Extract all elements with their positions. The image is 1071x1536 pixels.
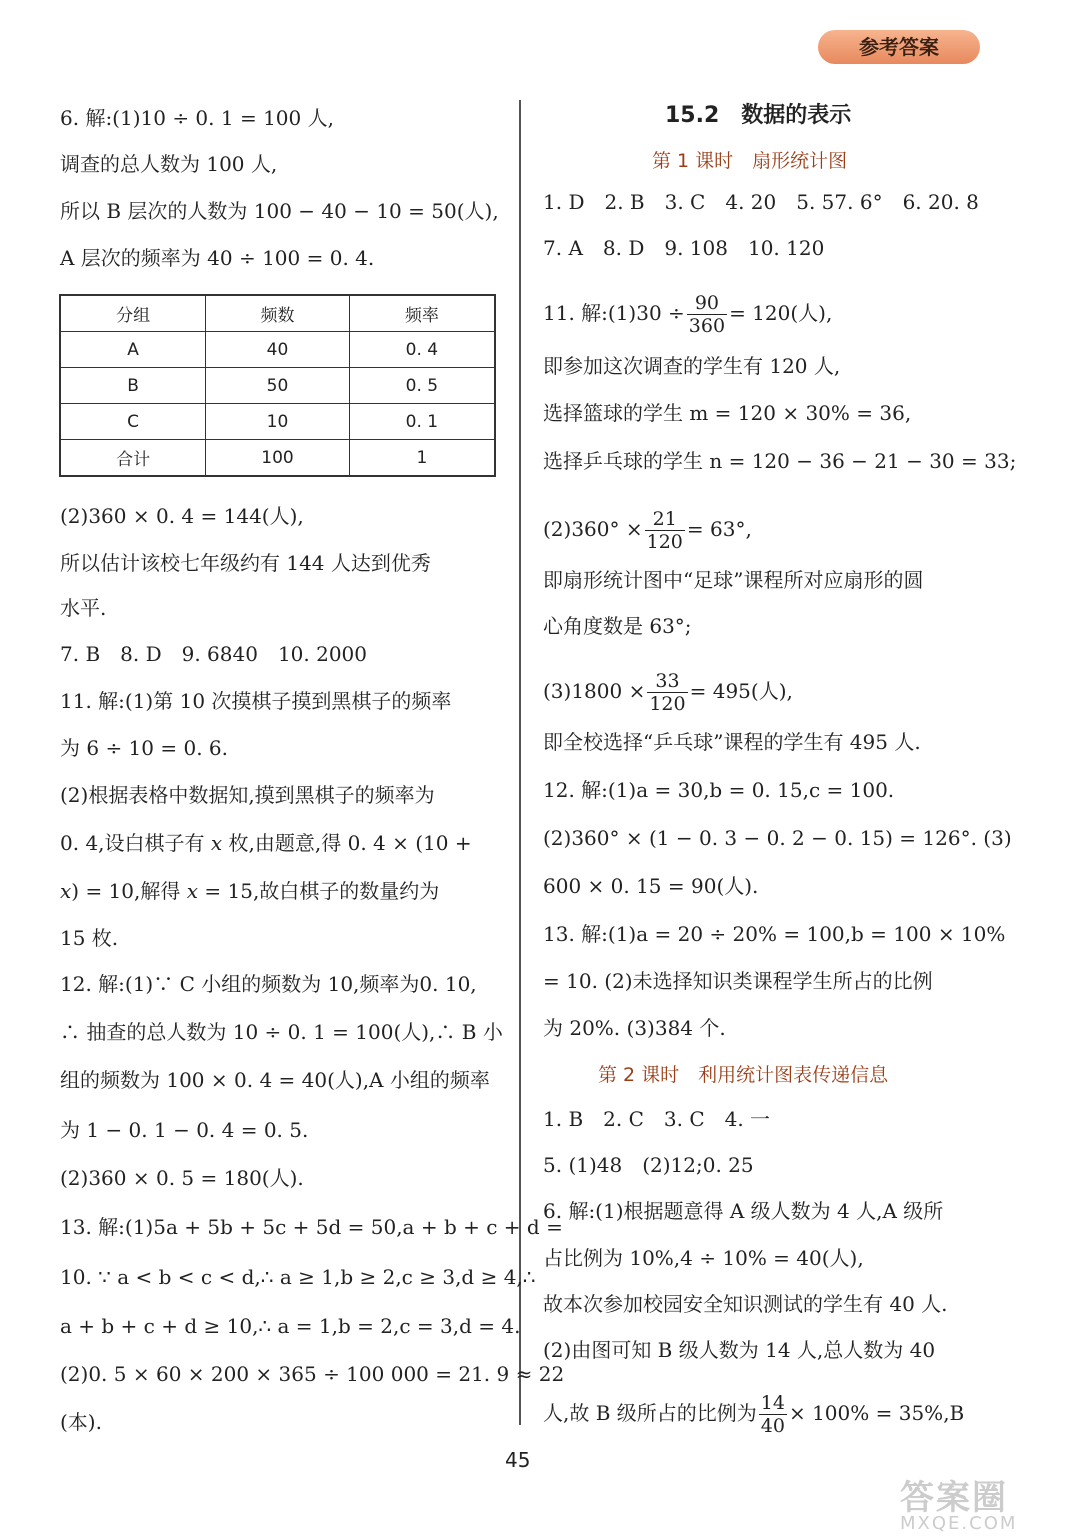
- section-title: 15.2 数据的表示: [665, 103, 852, 128]
- left-line-24: (本).: [60, 1410, 102, 1434]
- variable-x: x: [60, 879, 72, 903]
- left-line-13: [60, 877, 439, 905]
- fraction-14-40: [759, 1392, 787, 1437]
- text-run: (2)360° ×: [543, 517, 643, 541]
- right-line-12: 12. 解:(1)a = 30,b = 0. 15,c = 100.: [543, 778, 895, 802]
- left-line-15: 12. 解:(1)∵ C 小组的频数为 10,频率为0. 10,: [60, 972, 477, 996]
- right-line-17: 为 20%. (3)384 个.: [543, 1016, 726, 1040]
- right-line-1: 1. D 2. B 3. C 4. 20 5. 57. 6° 6. 20. 8: [543, 190, 979, 214]
- table-cell: A: [60, 332, 206, 368]
- text-run: = 15,故白棋子的数量约为: [198, 879, 440, 903]
- text-run: 11. 解:(1)30 ÷: [543, 301, 685, 325]
- table-header-cell: 分组: [60, 295, 206, 332]
- watermark-top-text: 答案圈: [900, 1478, 1008, 1518]
- fraction-denominator: 360: [688, 315, 726, 337]
- left-line-23: (2)0. 5 × 60 × 200 × 365 ÷ 100 000 = 21. 9 ≈ 22: [60, 1362, 565, 1386]
- table-cell: 0. 1: [349, 404, 495, 440]
- fraction-33-120: [647, 670, 687, 715]
- table-cell: 40: [206, 332, 350, 368]
- table-cell: 1: [349, 440, 495, 477]
- table-header-cell: 频率: [349, 295, 495, 332]
- table-cell: 100: [206, 440, 350, 477]
- right-line-6: 选择乒乓球的学生 n = 120 − 36 − 21 − 30 = 33;: [543, 449, 1017, 473]
- text-run: (3)1800 ×: [543, 679, 646, 703]
- left-line-3: 所以 B 层次的人数为 100 − 40 − 10 = 50(人),: [60, 199, 499, 223]
- left-line-7: 水平.: [60, 596, 107, 620]
- left-line-6: 所以估计该校七年级约有 144 人达到优秀: [60, 551, 431, 575]
- right-line-7: [543, 508, 752, 553]
- text-run: 0. 4,设白棋子有: [60, 831, 211, 855]
- table-cell: B: [60, 368, 206, 404]
- table-header-row: [60, 295, 495, 332]
- variable-x: x: [186, 879, 199, 903]
- right-line-4: 即参加这次调查的学生有 120 人,: [543, 354, 841, 378]
- text-run: 人,故 B 级所占的比例为: [543, 1401, 757, 1425]
- table-cell: 50: [206, 368, 350, 404]
- right-line-19: 5. (1)48 (2)12;0. 25: [543, 1153, 754, 1177]
- variable-x: x: [210, 831, 223, 855]
- left-line-9: 11. 解:(1)第 10 次摸棋子摸到黑棋子的频率: [60, 689, 452, 713]
- fraction-numerator: 90: [687, 292, 727, 315]
- text-run: = 63°,: [686, 517, 752, 541]
- lesson-1-heading: 第 1 课时 扇形统计图: [652, 150, 848, 172]
- fraction-numerator: 14: [760, 1392, 785, 1414]
- fraction-denominator: 120: [646, 531, 683, 553]
- right-line-22: 故本次参加校园安全知识测试的学生有 40 人.: [543, 1292, 948, 1316]
- watermark-logo: [900, 1470, 1065, 1532]
- left-line-18: 为 1 − 0. 1 − 0. 4 = 0. 5.: [60, 1118, 309, 1142]
- table-row: [60, 368, 495, 404]
- right-line-23: (2)由图可知 B 级人数为 14 人,总人数为 40: [543, 1338, 936, 1362]
- left-line-5: (2)360 × 0. 4 = 144(人),: [60, 504, 304, 528]
- left-line-12: [60, 829, 472, 857]
- table-cell: 0. 5: [349, 368, 495, 404]
- left-line-20: 13. 解:(1)5a + 5b + 5c + 5d = 50,a + b + c + d =: [60, 1215, 563, 1239]
- table-cell: 合计: [60, 440, 206, 477]
- left-line-17: 组的频数为 100 × 0. 4 = 40(人),A 小组的频率: [60, 1068, 490, 1092]
- right-line-3: [543, 292, 832, 337]
- table-row: [60, 404, 495, 440]
- text-run: 枚,由题意,得 0. 4 × (10 +: [222, 831, 472, 855]
- right-line-5: 选择篮球的学生 m = 120 × 30% = 36,: [543, 401, 912, 425]
- watermark-bottom-text: MXQE.COM: [900, 1513, 1018, 1534]
- right-line-13: (2)360° × (1 − 0. 3 − 0. 2 − 0. 15) = 126°. (3): [543, 826, 1012, 850]
- left-line-2: 调查的总人数为 100 人,: [60, 152, 278, 176]
- right-line-8: 即扇形统计图中“足球”课程所对应扇形的圆: [543, 568, 924, 592]
- text-run: = 120(人),: [729, 301, 833, 325]
- answer-key-tag: 参考答案: [818, 30, 980, 64]
- left-line-4: A 层次的频率为 40 ÷ 100 = 0. 4.: [60, 246, 375, 270]
- right-line-16: = 10. (2)未选择知识类课程学生所占的比例: [543, 969, 933, 993]
- left-line-22: a + b + c + d ≥ 10,∴ a = 1,b = 2,c = 3,d = 4.: [60, 1314, 521, 1338]
- text-run: = 495(人),: [689, 679, 793, 703]
- text-run: × 100% = 35%,B: [788, 1401, 965, 1425]
- text-run: ) = 10,解得: [71, 879, 187, 903]
- left-line-14: 15 枚.: [60, 926, 119, 950]
- table-row: [60, 332, 495, 368]
- page-number: 45: [505, 1448, 531, 1472]
- fraction-90-360: [687, 292, 727, 337]
- right-line-21: 占比例为 10%,4 ÷ 10% = 40(人),: [543, 1246, 864, 1270]
- table-cell: 0. 4: [349, 332, 495, 368]
- fraction-21-120: [645, 508, 685, 553]
- table-cell: 10: [206, 404, 350, 440]
- left-line-10: 为 6 ÷ 10 = 0. 6.: [60, 736, 228, 760]
- fraction-denominator: 120: [649, 693, 686, 715]
- right-line-9: 心角度数是 63°;: [543, 614, 692, 638]
- right-line-10: [543, 670, 793, 715]
- right-line-11: 即全校选择“乒乓球”课程的学生有 495 人.: [543, 730, 921, 754]
- fraction-denominator: 40: [760, 1415, 785, 1437]
- right-line-24: [543, 1392, 964, 1437]
- right-line-2: 7. A 8. D 9. 108 10. 120: [543, 236, 825, 260]
- right-line-18: 1. B 2. C 3. C 4. 一: [543, 1107, 771, 1131]
- left-line-19: (2)360 × 0. 5 = 180(人).: [60, 1166, 304, 1190]
- fraction-numerator: 33: [647, 670, 687, 693]
- left-line-11: (2)根据表格中数据知,摸到黑棋子的频率为: [60, 783, 435, 807]
- frequency-table: [59, 294, 496, 477]
- lesson-2-heading: 第 2 课时 利用统计图表传递信息: [598, 1064, 889, 1086]
- table-cell: C: [60, 404, 206, 440]
- left-line-16: ∴ 抽查的总人数为 10 ÷ 0. 1 = 100(人),∴ B 小: [60, 1020, 503, 1044]
- left-line-8: 7. B 8. D 9. 6840 10. 2000: [60, 642, 368, 666]
- right-line-15: 13. 解:(1)a = 20 ÷ 20% = 100,b = 100 × 10%: [543, 922, 1006, 946]
- right-line-14: 600 × 0. 15 = 90(人).: [543, 874, 759, 898]
- table-header-cell: 频数: [206, 295, 350, 332]
- fraction-numerator: 21: [645, 508, 685, 531]
- right-line-20: 6. 解:(1)根据题意得 A 级人数为 4 人,A 级所: [543, 1199, 944, 1223]
- table-row: [60, 440, 495, 477]
- left-line-21: 10. ∵ a < b < c < d,∴ a ≥ 1,b ≥ 2,c ≥ 3,d ≥ 4,∴: [60, 1265, 536, 1289]
- left-line-1: 6. 解:(1)10 ÷ 0. 1 = 100 人,: [60, 106, 334, 130]
